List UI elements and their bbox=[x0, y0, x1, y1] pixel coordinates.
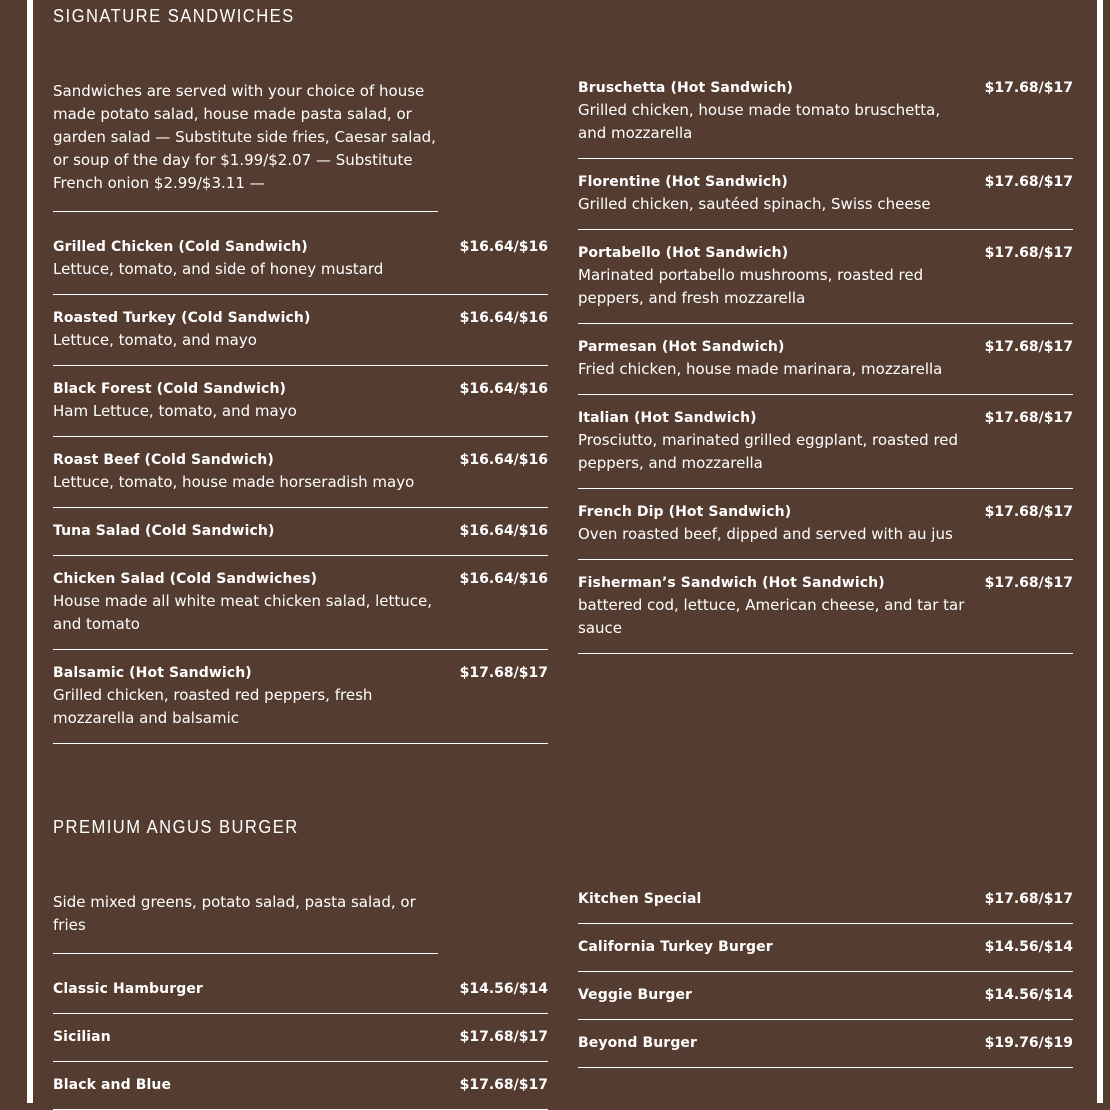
menu-item-price: $17.68/$17 bbox=[984, 80, 1073, 96]
menu-item-description: House made all white meat chicken salad, lettuce, and tomato bbox=[53, 592, 433, 633]
menu-item-description: Grilled chicken, sautéed spinach, Swiss cheese bbox=[578, 195, 931, 213]
menu-item-description: Fried chicken, house made marinara, mozzarella bbox=[578, 360, 943, 378]
section-title: SIGNATURE SANDWICHES bbox=[53, 6, 295, 26]
menu-item-price: $17.68/$17 bbox=[459, 1077, 548, 1093]
menu-item-price: $17.68/$17 bbox=[984, 339, 1073, 355]
menu-item bbox=[53, 508, 548, 556]
menu-item bbox=[578, 77, 1073, 159]
menu-item bbox=[53, 437, 548, 508]
menu-item-price: $16.64/$16 bbox=[459, 381, 548, 397]
menu-item-name: Veggie Burger bbox=[578, 987, 693, 1003]
menu-item-name: Black and Blue bbox=[53, 1077, 172, 1093]
item-list bbox=[53, 954, 548, 1110]
menu-item-description: Marinated portabello mushrooms, roasted red peppers, and fresh mozzarella bbox=[578, 266, 924, 307]
menu-column-left bbox=[53, 891, 548, 1110]
menu-item-price: $16.64/$16 bbox=[459, 452, 548, 468]
menu-item bbox=[53, 556, 548, 650]
menu-item-name: Balsamic (Hot Sandwich) bbox=[53, 665, 252, 681]
item-list bbox=[53, 212, 548, 744]
menu-item bbox=[53, 650, 548, 744]
menu-item-price: $16.64/$16 bbox=[459, 239, 548, 255]
menu-item-name: Roasted Turkey (Cold Sandwich) bbox=[53, 310, 311, 326]
menu-column-right bbox=[578, 77, 1073, 654]
menu-item-name: Parmesan (Hot Sandwich) bbox=[578, 339, 785, 355]
right-border-line bbox=[1097, 0, 1103, 1103]
menu-item-price: $17.68/$17 bbox=[984, 410, 1073, 426]
menu-item-price: $14.56/$14 bbox=[984, 987, 1073, 1003]
menu-item-price: $17.68/$17 bbox=[984, 174, 1073, 190]
menu-item-name: Fisherman’s Sandwich (Hot Sandwich) bbox=[578, 575, 885, 591]
menu-item-price: $14.56/$14 bbox=[984, 939, 1073, 955]
menu-item bbox=[53, 366, 548, 437]
menu-item-description: Grilled chicken, house made tomato bruschetta, and mozzarella bbox=[578, 101, 941, 142]
menu-item-description: Lettuce, tomato, and mayo bbox=[53, 331, 257, 349]
menu-item bbox=[578, 560, 1073, 654]
menu-item-name: Roast Beef (Cold Sandwich) bbox=[53, 452, 274, 468]
menu-item-name: Florentine (Hot Sandwich) bbox=[578, 174, 788, 190]
menu-item-name: Italian (Hot Sandwich) bbox=[578, 410, 757, 426]
menu-item-name: Beyond Burger bbox=[578, 1035, 698, 1051]
menu-item bbox=[53, 1014, 548, 1062]
menu-column-left bbox=[53, 80, 548, 744]
menu-item-price: $17.68/$17 bbox=[984, 575, 1073, 591]
menu-item-price: $16.64/$16 bbox=[459, 523, 548, 539]
menu-item-description: Lettuce, tomato, house made horseradish mayo bbox=[53, 473, 415, 491]
menu-item bbox=[578, 924, 1073, 972]
menu-item bbox=[578, 395, 1073, 489]
menu-item-price: $17.68/$17 bbox=[984, 245, 1073, 261]
menu-item-price: $17.68/$17 bbox=[459, 1029, 548, 1045]
menu-item bbox=[578, 888, 1073, 924]
menu-item-description: Ham Lettuce, tomato, and mayo bbox=[53, 402, 297, 420]
item-list bbox=[578, 888, 1073, 1068]
menu-item bbox=[53, 295, 548, 366]
menu-item-price: $17.68/$17 bbox=[984, 891, 1073, 907]
menu-item bbox=[578, 1020, 1073, 1068]
menu-item bbox=[53, 966, 548, 1014]
menu-column-right bbox=[578, 888, 1073, 1068]
section-intro: Side mixed greens, potato salad, pasta salad, or fries bbox=[53, 891, 438, 954]
menu-item-name: Grilled Chicken (Cold Sandwich) bbox=[53, 239, 308, 255]
menu-item-description: Lettuce, tomato, and side of honey mustard bbox=[53, 260, 384, 278]
menu-item-name: Bruschetta (Hot Sandwich) bbox=[578, 80, 794, 96]
menu-item-description: Grilled chicken, roasted red peppers, fresh mozzarella and balsamic bbox=[53, 686, 373, 727]
menu-item bbox=[578, 159, 1073, 230]
menu-item-name: Tuna Salad (Cold Sandwich) bbox=[53, 523, 275, 539]
menu-item-price: $17.68/$17 bbox=[459, 665, 548, 681]
menu-item-price: $14.56/$14 bbox=[459, 981, 548, 997]
section-intro: Sandwiches are served with your choice of house made potato salad, house made pasta salad, or garden salad — Substitute side fries, Caesar salad, or soup of the day for $1.99/$2.07 — Substitute French onion $2.99/$3.11 — bbox=[53, 80, 438, 212]
menu-item bbox=[578, 972, 1073, 1020]
menu-item-name: Kitchen Special bbox=[578, 891, 702, 907]
menu-item-description: Oven roasted beef, dipped and served with au jus bbox=[578, 525, 953, 543]
menu-item-price: $16.64/$16 bbox=[459, 310, 548, 326]
menu-item-price: $19.76/$19 bbox=[984, 1035, 1073, 1051]
menu-item-name: Sicilian bbox=[53, 1029, 111, 1045]
menu-item-description: battered cod, lettuce, American cheese, and tar tar sauce bbox=[578, 596, 965, 637]
menu-item-price: $17.68/$17 bbox=[984, 504, 1073, 520]
menu-item-name: Portabello (Hot Sandwich) bbox=[578, 245, 789, 261]
menu-item-name: Black Forest (Cold Sandwich) bbox=[53, 381, 287, 397]
menu-item bbox=[578, 230, 1073, 324]
menu-item-name: Chicken Salad (Cold Sandwiches) bbox=[53, 571, 318, 587]
left-border-line bbox=[27, 0, 33, 1103]
menu-item-name: California Turkey Burger bbox=[578, 939, 773, 955]
menu-item-price: $16.64/$16 bbox=[459, 571, 548, 587]
menu-item-name: French Dip (Hot Sandwich) bbox=[578, 504, 792, 520]
menu-item bbox=[578, 489, 1073, 560]
section-title: PREMIUM ANGUS BURGER bbox=[53, 817, 299, 837]
menu-item-description: Prosciutto, marinated grilled eggplant, roasted red peppers, and mozzarella bbox=[578, 431, 959, 472]
menu-item-name: Classic Hamburger bbox=[53, 981, 203, 997]
menu-item bbox=[53, 224, 548, 295]
item-list bbox=[578, 77, 1073, 654]
menu-item bbox=[578, 324, 1073, 395]
